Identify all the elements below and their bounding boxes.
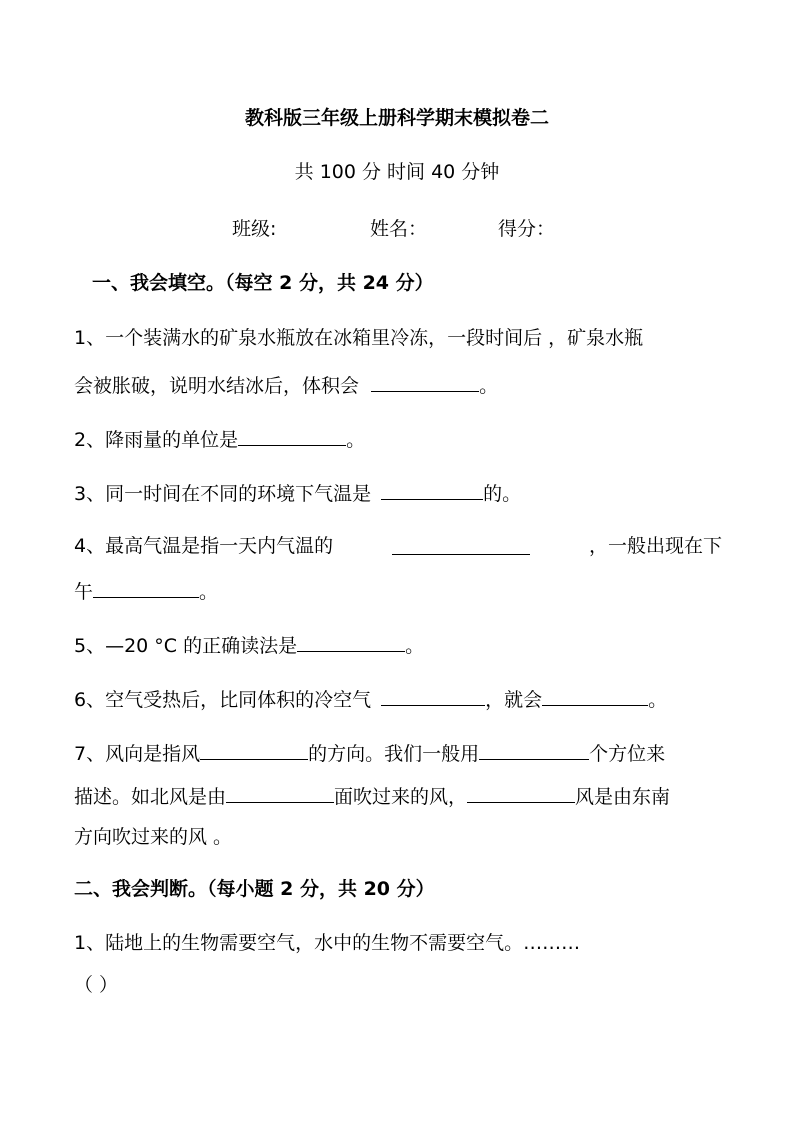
exam-title: 教科版三年级上册科学期末模拟卷二 xyxy=(244,107,549,129)
q6-text: 6、空气受热后，比同体积的冷空气 xyxy=(74,689,372,711)
q6-text2: ，就会 xyxy=(485,689,543,711)
q4-line2 xyxy=(74,577,218,604)
q4-text2: ，一般出现在下 xyxy=(588,535,722,557)
q1-end: 。 xyxy=(479,375,499,397)
q3-text: 3、同一时间在不同的环境下气温是 xyxy=(74,483,372,505)
class-label: 班级: xyxy=(232,218,277,240)
q2-text: 2、降雨量的单位是 xyxy=(74,429,239,451)
q2-end: 。 xyxy=(346,429,366,451)
name-label: 姓名： xyxy=(370,218,428,240)
q1-line2 xyxy=(74,371,498,398)
q3-blank[interactable] xyxy=(381,479,483,500)
score-label: 得分： xyxy=(498,218,556,240)
q4-text: 4、最高气温是指一天内气温的 xyxy=(74,535,334,557)
q3-end: 的。 xyxy=(483,483,522,505)
q7-blank4[interactable] xyxy=(467,782,575,803)
q4-blank2[interactable] xyxy=(93,577,199,598)
q1-text: 会被胀破，说明水结冰后，体积会 xyxy=(74,375,360,397)
s2-q1-line1: 1、陆地上的生物需要空气，水中的生物不需要空气。……… xyxy=(74,932,581,954)
q7-line3: 方向吹过来的风 。 xyxy=(74,826,233,848)
q7-text-a: 7、风向是指风 xyxy=(74,743,201,765)
section2-heading: 二、我会判断。（每小题 2 分，共 20 分） xyxy=(74,878,435,900)
q6-blank2[interactable] xyxy=(542,685,648,706)
q5-text: 5、—20 °C 的正确读法是 xyxy=(74,635,298,657)
q1-blank[interactable] xyxy=(371,371,479,392)
q7-text-f: 风是由东南 xyxy=(575,786,671,808)
q6-line xyxy=(74,685,667,712)
q7-text-e: 面吹过来的风， xyxy=(334,786,468,808)
q5-end: 。 xyxy=(405,635,425,657)
q7-blank1[interactable] xyxy=(200,739,308,760)
q4-line1 xyxy=(74,534,722,558)
q3-line xyxy=(74,479,521,506)
q4-blank1[interactable] xyxy=(392,534,530,555)
q7-text-b: 的方向。我们一般用 xyxy=(308,743,480,765)
q6-blank1[interactable] xyxy=(381,685,485,706)
section1-heading: 一、我会填空。（每空 2 分，共 24 分） xyxy=(92,272,434,294)
s2-q1-answer-bracket[interactable]: （ ） xyxy=(74,974,119,996)
q7-blank2[interactable] xyxy=(479,739,589,760)
q7-text-d: 描述。如北风是由 xyxy=(74,786,227,808)
q4-text3: 午 xyxy=(74,581,94,603)
q7-text-c: 个方位来 xyxy=(589,743,666,765)
q7-blank3[interactable] xyxy=(226,782,334,803)
exam-subtitle: 共 100 分 时间 40 分钟 xyxy=(294,161,500,183)
q5-blank[interactable] xyxy=(297,631,405,652)
q7-line2 xyxy=(74,782,670,809)
q6-end: 。 xyxy=(648,689,668,711)
q2-line xyxy=(74,425,365,452)
q7-line1 xyxy=(74,739,665,766)
q4-end: 。 xyxy=(199,581,219,603)
q2-blank[interactable] xyxy=(238,425,346,446)
q5-line xyxy=(74,631,424,658)
q1-line1: 1、一个装满水的矿泉水瓶放在冰箱里冷冻，一段时间后 ，矿泉水瓶 xyxy=(74,327,644,349)
